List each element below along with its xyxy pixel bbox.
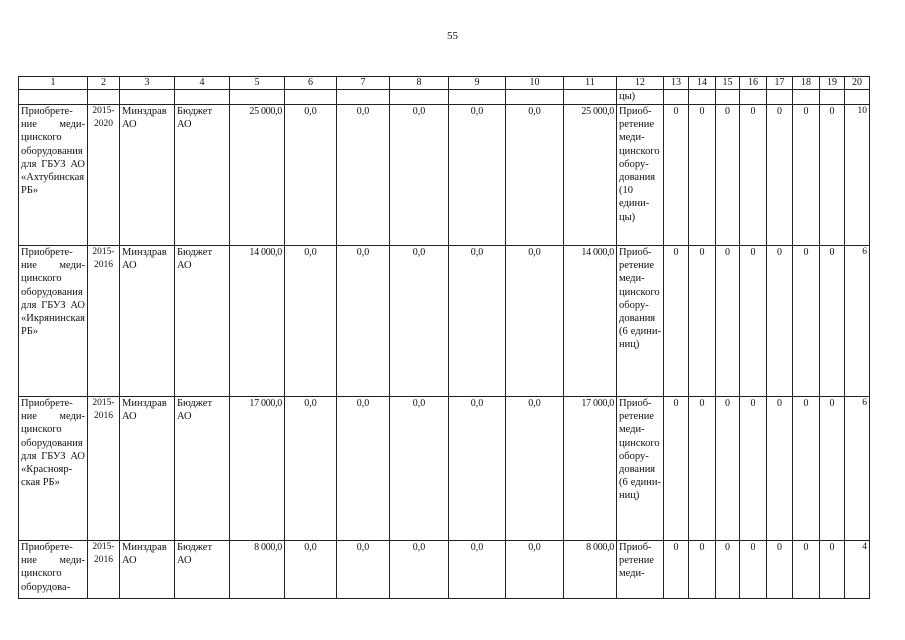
- header-cell: 10: [506, 77, 564, 90]
- indicator-cell: 0: [793, 541, 820, 599]
- table-row: [19, 397, 870, 541]
- year-value-cell: 0,0: [506, 246, 564, 397]
- indicator-cell: 0: [740, 105, 767, 246]
- row-name-cell: Приобретение медицинского оборудования для ГБУЗ АО «Красноярская РБ»: [19, 397, 88, 541]
- year-value-cell: 17 000,0: [564, 397, 617, 541]
- executor-cell: Минздрав АО: [120, 246, 175, 397]
- header-cell: 5: [230, 77, 285, 90]
- header-cell: 20: [845, 77, 870, 90]
- indicator-cell: 0: [664, 246, 689, 397]
- row-name-cell: Приобретение медицинского оборудования для ГБУЗ АО «Ахтубинская РБ»: [19, 105, 88, 246]
- carryover-text: цы): [617, 90, 664, 105]
- year-value-cell: 0,0: [390, 105, 449, 246]
- header-cell: 14: [689, 77, 716, 90]
- indicator-cell: 0: [793, 246, 820, 397]
- total-cell: 25 000,0: [230, 105, 285, 246]
- source-cell: Бюджет АО: [175, 541, 230, 599]
- indicator-cell: 4: [845, 541, 870, 599]
- indicator-cell: 0: [716, 541, 740, 599]
- total-cell: 8 000,0: [230, 541, 285, 599]
- header-cell: 6: [285, 77, 337, 90]
- indicator-cell: 0: [820, 541, 845, 599]
- result-cell: Приобретение медицинского оборудования (6 едининиц): [617, 397, 664, 541]
- year-value-cell: 0,0: [506, 397, 564, 541]
- indicator-cell: 0: [740, 397, 767, 541]
- source-cell: Бюджет АО: [175, 105, 230, 246]
- indicator-cell: 0: [689, 246, 716, 397]
- row-name-cell: Приобретение медицинского оборудова-: [19, 541, 88, 599]
- result-cell: Приобретение меди-: [617, 541, 664, 599]
- row-name-cell: Приобретение медицинского оборудования для ГБУЗ АО «Икрянинская РБ»: [19, 246, 88, 397]
- header-cell: 18: [793, 77, 820, 90]
- year-value-cell: 0,0: [285, 105, 337, 246]
- total-cell: 14 000,0: [230, 246, 285, 397]
- carryover-row: [19, 90, 870, 105]
- indicator-cell: 0: [740, 246, 767, 397]
- indicator-cell: 0: [716, 246, 740, 397]
- indicator-cell: 0: [664, 105, 689, 246]
- header-cell: 11: [564, 77, 617, 90]
- header-cell: 16: [740, 77, 767, 90]
- year-value-cell: 0,0: [285, 397, 337, 541]
- page-number: 55: [447, 30, 458, 42]
- year-value-cell: 0,0: [337, 246, 390, 397]
- indicator-cell: 0: [767, 397, 793, 541]
- total-cell: 17 000,0: [230, 397, 285, 541]
- year-value-cell: 0,0: [337, 397, 390, 541]
- period-cell: 2015-2016: [88, 246, 120, 397]
- executor-cell: Минздрав АО: [120, 541, 175, 599]
- header-cell: 3: [120, 77, 175, 90]
- year-value-cell: 0,0: [390, 397, 449, 541]
- header-cell: 15: [716, 77, 740, 90]
- indicator-cell: 0: [740, 541, 767, 599]
- header-cell: 9: [449, 77, 506, 90]
- year-value-cell: 0,0: [337, 541, 390, 599]
- year-value-cell: 8 000,0: [564, 541, 617, 599]
- program-table: [18, 76, 870, 599]
- header-row: [19, 77, 870, 90]
- indicator-cell: 0: [793, 105, 820, 246]
- header-cell: 2: [88, 77, 120, 90]
- header-cell: 19: [820, 77, 845, 90]
- indicator-cell: 0: [820, 246, 845, 397]
- year-value-cell: 0,0: [285, 246, 337, 397]
- indicator-cell: 0: [689, 105, 716, 246]
- result-cell: Приобретение медицинского оборудования (10 единицы): [617, 105, 664, 246]
- year-value-cell: 0,0: [390, 246, 449, 397]
- indicator-cell: 0: [820, 397, 845, 541]
- year-value-cell: 0,0: [449, 397, 506, 541]
- source-cell: Бюджет АО: [175, 397, 230, 541]
- indicator-cell: 0: [767, 105, 793, 246]
- year-value-cell: 0,0: [285, 541, 337, 599]
- header-cell: 17: [767, 77, 793, 90]
- table-row: [19, 541, 870, 599]
- period-cell: 2015-2016: [88, 397, 120, 541]
- indicator-cell: 10: [845, 105, 870, 246]
- header-cell: 4: [175, 77, 230, 90]
- executor-cell: Минздрав АО: [120, 105, 175, 246]
- indicator-cell: 6: [845, 397, 870, 541]
- header-cell: 7: [337, 77, 390, 90]
- year-value-cell: 0,0: [449, 246, 506, 397]
- indicator-cell: 0: [664, 397, 689, 541]
- table-row: [19, 105, 870, 246]
- year-value-cell: 0,0: [506, 541, 564, 599]
- header-cell: 1: [19, 77, 88, 90]
- indicator-cell: 0: [689, 397, 716, 541]
- year-value-cell: 0,0: [390, 541, 449, 599]
- indicator-cell: 0: [793, 397, 820, 541]
- header-cell: 13: [664, 77, 689, 90]
- period-cell: 2015-2020: [88, 105, 120, 246]
- year-value-cell: 0,0: [449, 105, 506, 246]
- indicator-cell: 0: [767, 541, 793, 599]
- year-value-cell: 14 000,0: [564, 246, 617, 397]
- period-cell: 2015-2016: [88, 541, 120, 599]
- year-value-cell: 25 000,0: [564, 105, 617, 246]
- indicator-cell: 0: [716, 105, 740, 246]
- year-value-cell: 0,0: [506, 105, 564, 246]
- year-value-cell: 0,0: [337, 105, 390, 246]
- header-cell: 12: [617, 77, 664, 90]
- indicator-cell: 0: [664, 541, 689, 599]
- year-value-cell: 0,0: [449, 541, 506, 599]
- indicator-cell: 0: [716, 397, 740, 541]
- indicator-cell: 0: [820, 105, 845, 246]
- executor-cell: Минздрав АО: [120, 397, 175, 541]
- result-cell: Приобретение медицинского оборудования (6 едининиц): [617, 246, 664, 397]
- indicator-cell: 6: [845, 246, 870, 397]
- indicator-cell: 0: [767, 246, 793, 397]
- header-cell: 8: [390, 77, 449, 90]
- source-cell: Бюджет АО: [175, 246, 230, 397]
- table-row: [19, 246, 870, 397]
- indicator-cell: 0: [689, 541, 716, 599]
